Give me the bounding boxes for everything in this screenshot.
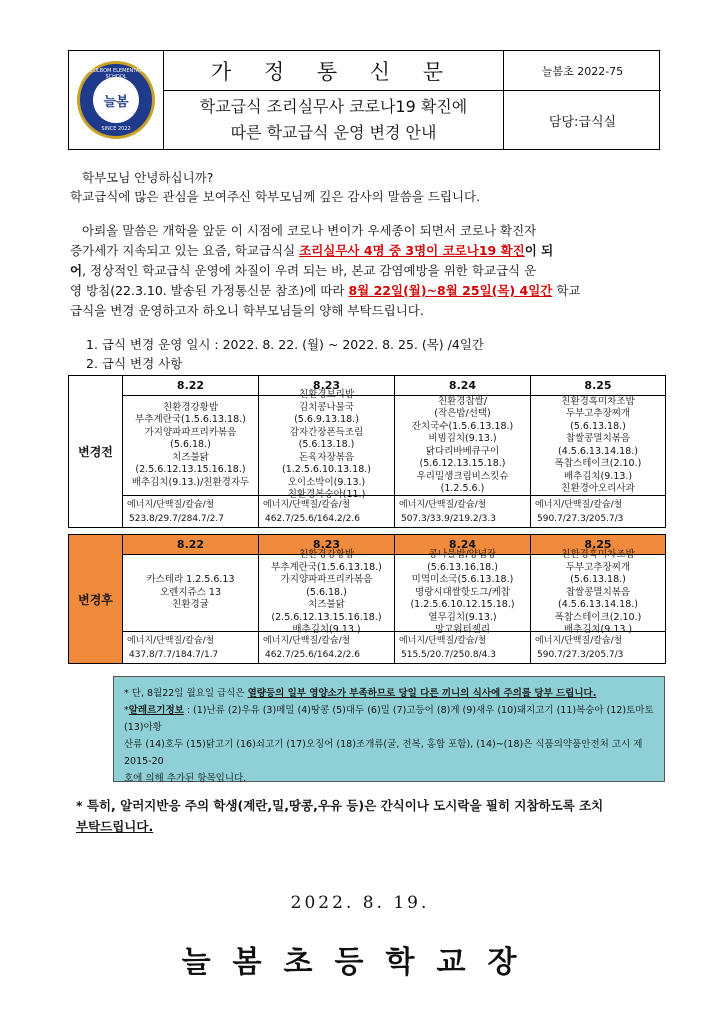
subject-line2: 따른 학교급식 운영 변경 안내 (230, 123, 437, 142)
menu-item: 감자간장폰득조림 (289, 426, 364, 438)
greeting-line2: 학교급식에 많은 관심을 보여주신 학부모님께 깊은 감사의 말씀을 드립니다. (70, 189, 481, 204)
menu-item: (4.5.6.13.14.18.) (558, 599, 638, 611)
nutrition-label: 에너지/단백질/칼슘/철 (535, 635, 623, 646)
day-menu (259, 389, 394, 501)
nutrition-value: 515.5/20.7/250.8/4.3 (401, 649, 496, 660)
allergy-note-box (113, 676, 665, 782)
nutrition-label: 에너지/단백질/칼슘/철 (127, 499, 215, 510)
note-line3: 산류 (14)호두 (15)닭고기 (16)쇠고기 (17)오징어 (18)조개류(굴, 전복, 홍합 포함), (14)~(18)은 식품의약품안전처 고시 제2015-20 (124, 739, 643, 767)
note-text: : (1)난류 (2)우유 (3)메밀 (4)땅콩 (5)대두 (6)밀 (7)고등어 (8)게 (9)새우 (10)돼지고기 (11)복숭아 (12)토마토 (13)아황 (124, 705, 654, 733)
menu-table-after (68, 534, 666, 664)
logo-text: 늘봄 (93, 77, 139, 123)
nutrition-label: 에너지/단백질/칼슘/철 (399, 499, 487, 510)
menu-item: (5.6.13.18.) (570, 574, 626, 586)
day-menu (123, 555, 258, 631)
subject (164, 91, 503, 149)
menu-item: 친환경흑미차조밥 (561, 395, 635, 407)
before-label: 변경전 (69, 376, 123, 527)
menu-item: 두부고추장찌개 (565, 561, 631, 573)
subject-line1: 학교급식 조리실무사 코로나19 확진에 (199, 97, 468, 116)
nutrition-label: 에너지/단백질/칼슘/철 (263, 635, 351, 646)
nutrition (395, 495, 530, 527)
menu-item: (1.2.5.6.) (440, 483, 485, 494)
day-menu (259, 549, 394, 636)
menu-item: (5.6.12.13.15.18.) (419, 458, 506, 469)
body-text: 증가세가 지속되고 있는 요즘, 학교급식실 (70, 243, 300, 258)
menu-item: (5.6.18.) (306, 586, 347, 598)
menu-item: 친환경아오리사과 (561, 483, 635, 494)
day-menu (395, 396, 530, 495)
before-day-col (123, 376, 259, 527)
nutrition (123, 495, 258, 527)
day-date: 8.22 (123, 535, 258, 555)
day-date: 8.22 (123, 376, 258, 396)
day-date: 8.23 (259, 376, 394, 396)
menu-item: (2.5.6.12.13.15.16.18.) (271, 611, 382, 623)
menu-item: 망고워터젤리 (434, 624, 491, 636)
allergy-warning (76, 795, 666, 837)
menu-item: 폭찹스테이크(2.10.) (554, 611, 642, 623)
day-menu (395, 549, 530, 636)
body-text: 영 방침(22.3.10. 발송된 가정통신문 참조)에 따라 (70, 283, 349, 298)
after-label: 변경후 (69, 535, 123, 663)
allergy-info-label: 알레르기정보 (128, 705, 184, 716)
menu-item: 배추김치(9.13.) (563, 470, 633, 482)
menu-item: 치즈불닭 (308, 599, 345, 611)
day-menu (531, 549, 665, 636)
menu-item: 가지양파파프리카볶음 (144, 426, 237, 438)
day-date: 8.23 (259, 535, 394, 555)
day-date: 8.25 (531, 376, 665, 396)
menu-item: 열무김치(9.13.) (428, 611, 497, 623)
nutrition (531, 495, 665, 527)
note-text: * 단, 8월22일 월요일 급식은 (124, 688, 248, 699)
header-table (68, 50, 660, 150)
after-day-col (123, 535, 259, 663)
menu-item: 치즈불닭 (172, 451, 209, 463)
logo-ring-bottom: SINCE 2022 (101, 126, 131, 132)
nutrition-label: 에너지/단백질/칼슘/철 (535, 499, 623, 510)
menu-item: 콩나물밥/양념장 (428, 549, 497, 561)
menu-item: 카스테라 1.2.5.6.13 (146, 574, 235, 586)
nutrition-value: 437.8/7.7/184.7/1.7 (129, 649, 219, 660)
logo-ring-top: NEULBOM ELEMENTARY SCHOOL (86, 68, 146, 80)
nutrition (259, 631, 394, 663)
day-menu (123, 396, 258, 495)
nutrition-label: 에너지/단백질/칼슘/철 (263, 499, 351, 510)
note-text: * (124, 705, 129, 716)
nutrition-value: 507.3/33.9/219.2/3.3 (401, 513, 496, 524)
menu-item: 친환경귤 (172, 599, 209, 611)
note-line2 (124, 702, 654, 736)
menu-item: 부추계란국(1.5.6.13.18.) (271, 561, 382, 573)
menu-item: 부추계란국(1.5.6.13.18.) (135, 414, 246, 426)
menu-item: 우리밀생크림비스킷슈 (416, 470, 509, 482)
item-2: 2. 급식 변경 사항 (86, 356, 183, 371)
nutrition-value: 590.7/27.3/205.7/3 (537, 513, 624, 524)
item-1: 1. 급식 변경 운영 일시 : 2022. 8. 22. (월) ~ 2022. 8. 25. (목) /4일간 (86, 337, 484, 352)
note-line1 (124, 685, 654, 702)
day-date: 8.24 (395, 376, 530, 396)
note-line4: 호에 의해 추가된 항목입니다. (124, 773, 247, 784)
menu-item: 가지양파파프리카볶음 (280, 574, 373, 586)
nutrition (259, 495, 394, 527)
note-emphasis: 열량등의 일부 영양소가 부족하므로 당일 다른 끼니의 식사에 주의를 당부 드립니다. (247, 688, 597, 699)
menu-item: 돈육자장볶음 (298, 451, 355, 463)
nutrition (531, 631, 665, 663)
after-day-col (259, 535, 395, 663)
menu-item: 오이소박이(9.13.) (287, 476, 366, 488)
menu-item: 친환경강황밥 (298, 549, 355, 561)
nutrition-label: 에너지/단백질/칼슘/철 (399, 635, 487, 646)
menu-item: 친환경복숭아(11.) (287, 489, 366, 501)
menu-item: 배추김치(9.13.)/친환경자두 (131, 476, 250, 488)
body-line1: 아뢰올 말씀은 개학을 앞둔 이 시점에 코로나 변이가 우세종이 되면서 코로나 확진자 (82, 223, 537, 238)
menu-item: 비빔김치(9.13.) (428, 433, 497, 444)
menu-item: (작은밥/선택) (434, 408, 491, 419)
menu-item: 친환경보리밥 (298, 389, 355, 401)
nutrition (123, 631, 258, 663)
before-day-col (395, 376, 531, 527)
nutrition-value: 462.7/25.6/164.2/2.6 (265, 513, 360, 524)
school-logo (77, 61, 155, 139)
title-cell (164, 51, 504, 149)
issue-date: 2022. 8. 19. (290, 893, 430, 913)
menu-item: 두부고추장찌개 (565, 408, 631, 419)
department: 담당:급식실 (548, 114, 617, 130)
highlight-confirmed: 조리실무사 4명 중 3명이 코로나19 확진 (299, 243, 525, 258)
menu-item: 찹쌀콩멸치볶음 (565, 433, 631, 444)
menu-item: 폭찹스테이크(2.10.) (554, 458, 642, 469)
body-text: 어 (70, 263, 83, 278)
day-date: 8.25 (531, 535, 665, 555)
body-line4 (70, 281, 667, 300)
menu-item: (4.5.6.13.14.18.) (558, 445, 638, 457)
menu-item: 미역미소국(5.6.13.18.) (411, 574, 514, 586)
before-day-col (531, 376, 665, 527)
body-text: 학교 (552, 283, 581, 298)
menu-item: 김치콩나물국 (298, 401, 355, 413)
day-menu (531, 396, 665, 495)
body-text: 이 되 (524, 243, 554, 258)
principal-signature: 늘봄초등학교장 (181, 945, 539, 980)
menu-item: (5.6.13.16.18.) (427, 561, 498, 573)
menu-item: (5.6.18.) (170, 439, 211, 451)
logo-cell (69, 51, 164, 149)
before-day-col (259, 376, 395, 527)
menu-item: (2.5.6.12.13.15.16.18.) (135, 464, 246, 476)
nutrition-value: 462.7/25.6/164.2/2.6 (265, 649, 360, 660)
menu-table-before (68, 375, 666, 528)
menu-item: (5.6.13.18.) (298, 439, 355, 451)
menu-item: 찹쌀콩멸치볶음 (565, 586, 631, 598)
after-day-col (531, 535, 665, 663)
menu-item: 오렌지쥬스 13 (160, 586, 221, 598)
nutrition-value: 590.7/27.3/205.7/3 (537, 649, 624, 660)
warning-line2: 부탁드립니다. (76, 819, 154, 834)
menu-item: 친환경강황밥 (162, 401, 219, 413)
body-line5: 급식을 변경 운영하고자 하오니 학부모님들의 양해 부탁드립니다. (70, 303, 424, 318)
warning-line1: * 특히, 알러지반응 주의 학생(계란,밀,땅콩,우유 등)은 간식이나 도시락을 필히 지참하도록 조치 (76, 798, 604, 813)
greeting-line1: 학부모님 안녕하십니까? (82, 170, 214, 185)
nutrition (395, 631, 530, 663)
info-cell (504, 51, 661, 149)
body-line3 (70, 261, 667, 280)
body-line2 (70, 241, 667, 260)
menu-item: 명랑시대쌀핫도그/케찹 (415, 586, 510, 598)
menu-item: 닭다리바베큐구이 (425, 445, 500, 457)
body-text: , 정상적인 학교급식 운영에 차질이 우려 되는 바, 본교 감염예방을 위한 학교급식 운 (82, 263, 537, 278)
menu-item: 배추김치(9.13.) (563, 624, 633, 636)
menu-item: 배추김치(9.13.) (292, 624, 361, 636)
nutrition-value: 523.8/29.7/284.7/2.7 (129, 513, 224, 524)
menu-item: (5.6.9.13.18.) (294, 414, 359, 426)
menu-item: (1.2.5.6.10.12.15.18.) (410, 599, 515, 611)
nutrition-label: 에너지/단백질/칼슘/철 (127, 635, 215, 646)
menu-item: (5.6.13.18.) (570, 420, 626, 432)
menu-item: 친환경흑미차조밥 (561, 549, 635, 561)
day-date: 8.24 (395, 535, 530, 555)
highlight-dates: 8월 22일(월)~8월 25일(목) 4일간 (348, 283, 553, 298)
menu-item: 친환경찹쌀/ (437, 395, 488, 407)
page-title: 가 정 통 신 문 (164, 51, 503, 91)
doc-number: 늘봄초 2022-75 (504, 51, 661, 91)
after-day-col (395, 535, 531, 663)
menu-item: 잔치국수(1.5.6.13.18.) (411, 420, 514, 432)
menu-item: (1.2.5.6.10.13.18.) (282, 464, 371, 476)
